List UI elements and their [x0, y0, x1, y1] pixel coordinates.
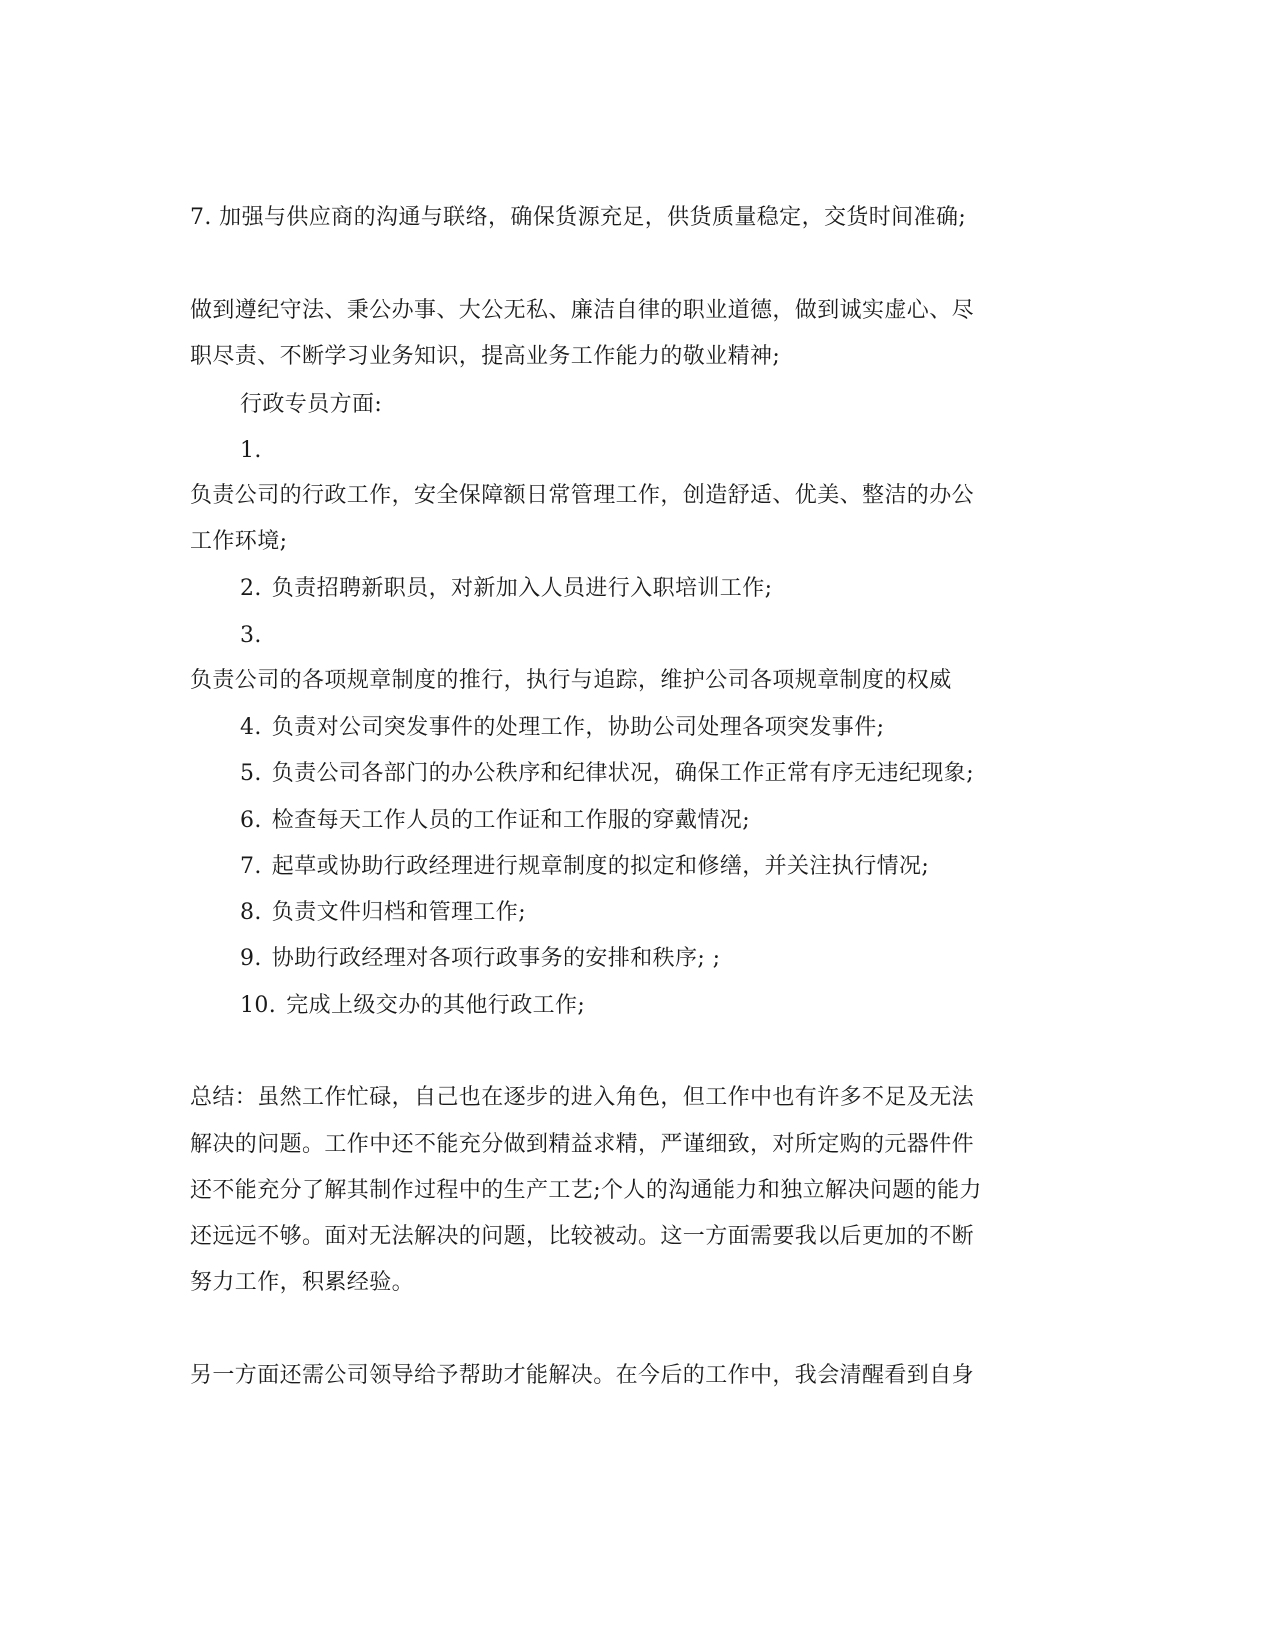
paragraph-line: 职尽责、不断学习业务知识，提高业务工作能力的敬业精神; — [190, 344, 781, 369]
list-item-number: 9. — [240, 946, 262, 971]
paragraph-line: 做到遵纪守法、秉公办事、大公无私、廉洁自律的职业道德，做到诚实虚心、尽 — [190, 298, 975, 323]
list-item-number: 10. — [240, 993, 277, 1018]
list-item — [240, 574, 772, 604]
paragraph-line: 总结：虽然工作忙碌，自己也在逐步的进入角色，但工作中也有许多不足及无法 — [190, 1085, 975, 1110]
list-item-text: 负责招聘新职员，对新加入人员进行入职培训工作; — [271, 576, 773, 601]
list-item — [240, 806, 750, 836]
list-item — [240, 759, 974, 789]
list-item-text: 负责文件归档和管理工作; — [271, 900, 527, 925]
paragraph-line: 努力工作，积累经验。 — [190, 1270, 415, 1295]
list-item — [240, 944, 720, 974]
list-item-number: 4. — [240, 715, 262, 740]
list-item-text: 协助行政经理对各项行政事务的安排和秩序; ; — [271, 946, 721, 971]
list-item — [240, 991, 585, 1021]
paragraph-line: 7. 加强与供应商的沟通与联络，确保货源充足，供货质量稳定，交货时间准确; — [190, 205, 967, 230]
list-item-number: 5. — [240, 761, 262, 786]
section-heading: 行政专员方面: — [240, 392, 383, 417]
list-item — [240, 898, 526, 928]
list-item-number: 7. — [240, 854, 262, 879]
paragraph-line: 另一方面还需公司领导给予帮助才能解决。在今后的工作中，我会清醒看到自身 — [190, 1363, 975, 1388]
list-number: 3. — [240, 623, 262, 648]
list-item-text: 负责公司各部门的办公秩序和纪律状况，确保工作正常有序无违纪现象; — [271, 761, 975, 786]
paragraph-line: 还不能充分了解其制作过程中的生产工艺;个人的沟通能力和独立解决问题的能力 — [190, 1178, 982, 1203]
list-item — [240, 852, 929, 882]
list-item-text: 检查每天工作人员的工作证和工作服的穿戴情况; — [271, 808, 751, 833]
list-item-number: 2. — [240, 576, 262, 601]
list-item — [240, 713, 884, 743]
paragraph-line: 负责公司的各项规章制度的推行，执行与追踪，维护公司各项规章制度的权威 — [190, 668, 952, 693]
list-item-number: 6. — [240, 808, 262, 833]
paragraph-line: 解决的问题。工作中还不能充分做到精益求精，严谨细致，对所定购的元器件件 — [190, 1132, 975, 1157]
list-item-text: 起草或协助行政经理进行规章制度的拟定和修缮，并关注执行情况; — [271, 854, 930, 879]
list-item-text: 负责对公司突发事件的处理工作，协助公司处理各项突发事件; — [271, 715, 885, 740]
paragraph-line: 负责公司的行政工作，安全保障额日常管理工作，创造舒适、优美、整洁的办公 — [190, 483, 975, 508]
list-item-number: 8. — [240, 900, 262, 925]
paragraph-line: 工作环境; — [190, 529, 288, 554]
paragraph-line: 还远远不够。面对无法解决的问题，比较被动。这一方面需要我以后更加的不断 — [190, 1224, 975, 1249]
list-item-text: 完成上级交办的其他行政工作; — [286, 993, 586, 1018]
list-number: 1. — [240, 438, 262, 463]
